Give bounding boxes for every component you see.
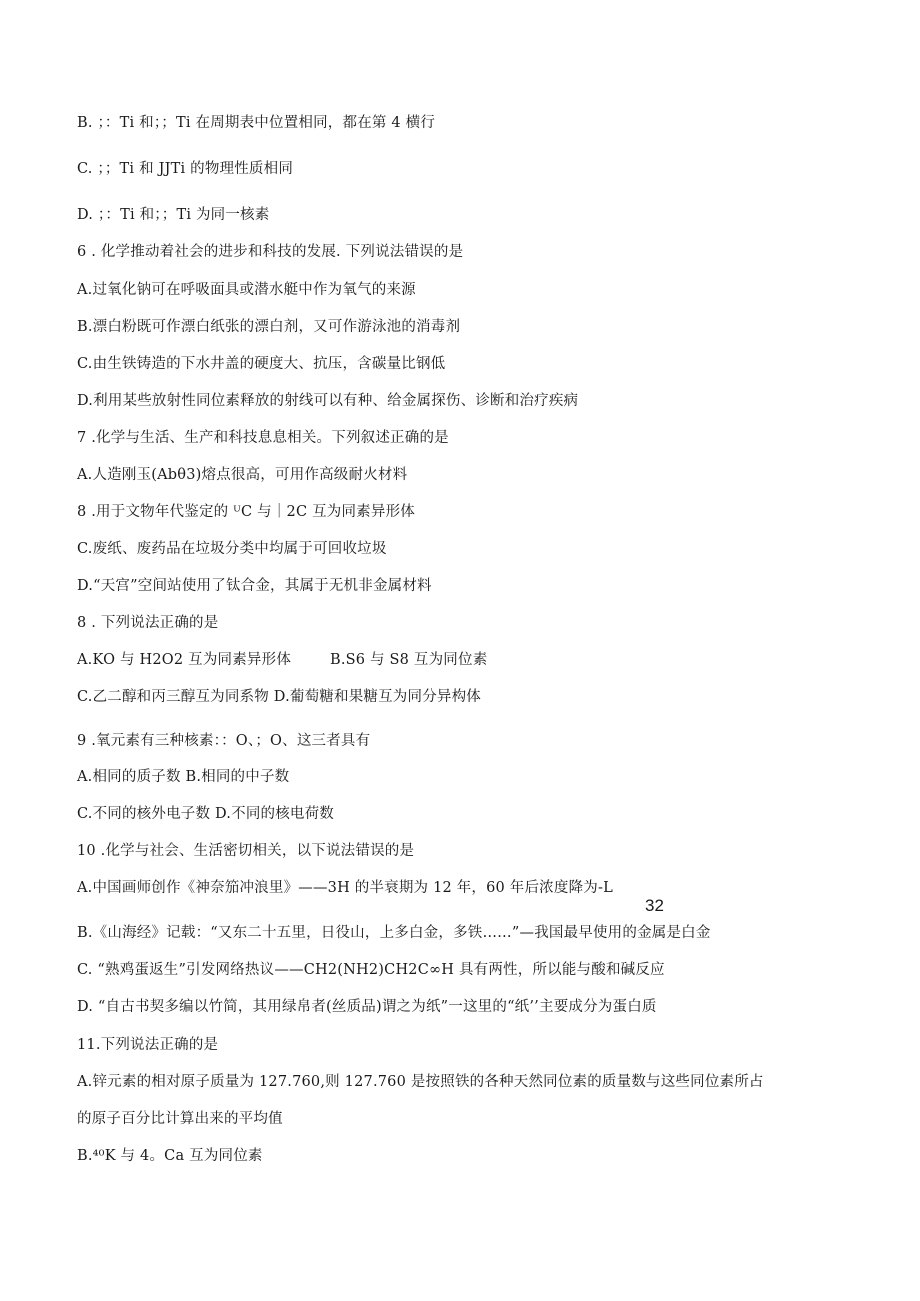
page-number: 32 [645,896,664,915]
q6-option-d: D.利用某些放射性同位素释放的射线可以有种、给金属探伤、诊断和治疗疾病 [77,393,579,409]
q8-options-ab [77,650,488,670]
q10-option-b: B.《山海经》记载：“又东二十五里，日役山，上多白金，多铁……”—我国最早使用的金属是白金 [77,925,711,941]
q8-option-a: A.KO 与 H2O2 互为同素异形体 [77,652,292,668]
q7-option-a: A.人造刚玉(Abθ3)熔点很高，可用作高级耐火材料 [77,467,408,483]
q10-option-a: A.中国画师创作《神奈笳冲浪里》——3H 的半衰期为 12 年，60 年后浓度降为-L [77,880,613,896]
question-8-stem: 8 . 下列说法正确的是 [77,615,219,631]
q9-options-ab: A.相同的质子数 B.相同的中子数 [77,769,290,785]
q11-option-a-continued: 的原子百分比计算出来的平均值 [77,1111,283,1127]
q6-option-b: B.漂白粉既可作漂白纸张的漂白剂，又可作游泳池的消毒剂 [77,319,461,335]
q6-option-c: C.由生铁铸造的下水井盖的硬度大、抗压，含碳量比钢低 [77,356,446,372]
question-11-stem: 11.下列说法正确的是 [77,1037,219,1053]
q8-option-b: B.S6 与 S8 互为同位素 [330,652,488,668]
q11-option-b: B.⁴⁰K 与 4。Ca 互为同位素 [77,1148,263,1164]
question-9-stem: 9 .氧元素有三种核素：：O、；O、这三者具有 [77,733,371,749]
option-d-ti-nuclide: D. ；：Ti 和；；Ti 为同一核素 [77,207,270,223]
q9-options-cd: C.不同的核外电子数 D.不同的核电荷数 [77,806,335,822]
q10-option-d: D. “自古书契多编以竹简，其用绿帛者(丝质品)谓之为纸”一这里的“纸’’主要成分为蛋白质 [77,999,657,1015]
q6-option-a: A.过氧化钠可在呼吸面具或潜水艇中作为氧气的来源 [77,282,416,298]
q10-option-c: C. “熟鸡蛋返生”引发网络热议——CH2(NH2)CH2C∞H 具有两性，所以能与酸和碱反应 [77,962,665,978]
q7-option-b: 8 .用于文物年代鉴定的 ᵁC 与｜2C 互为同素异形体 [77,504,415,520]
question-6-stem: 6 . 化学推动着社会的进步和科技的发展. 下列说法错误的是 [77,244,464,260]
q8-options-cd: C.乙二醇和丙三醇互为同系物 D.葡萄糖和果糖互为同分异构体 [77,689,482,705]
q7-option-d: D.“天宫”空间站使用了钛合金，其属于无机非金属材料 [77,578,432,594]
option-b-ti-position: B. ；：Ti 和；；Ti 在周期表中位置相同，都在第 4 横行 [77,115,436,131]
question-10-stem: 10 .化学与社会、生活密切相关，以下说法错误的是 [77,843,415,859]
option-c-ti-physical: C. ；；Ti 和 JJTi 的物理性质相同 [77,161,294,177]
question-7-stem: 7 .化学与生活、生产和科技息息相关。下列叙述正确的是 [77,430,449,446]
q11-option-a: A.锌元素的相对原子质量为 127.760,则 127.760 是按照铁的各种天然同位素的质量数与这些同位素所占 [77,1074,764,1090]
q7-option-c: C.废纸、废药品在垃圾分类中均属于可回收垃圾 [77,541,387,557]
